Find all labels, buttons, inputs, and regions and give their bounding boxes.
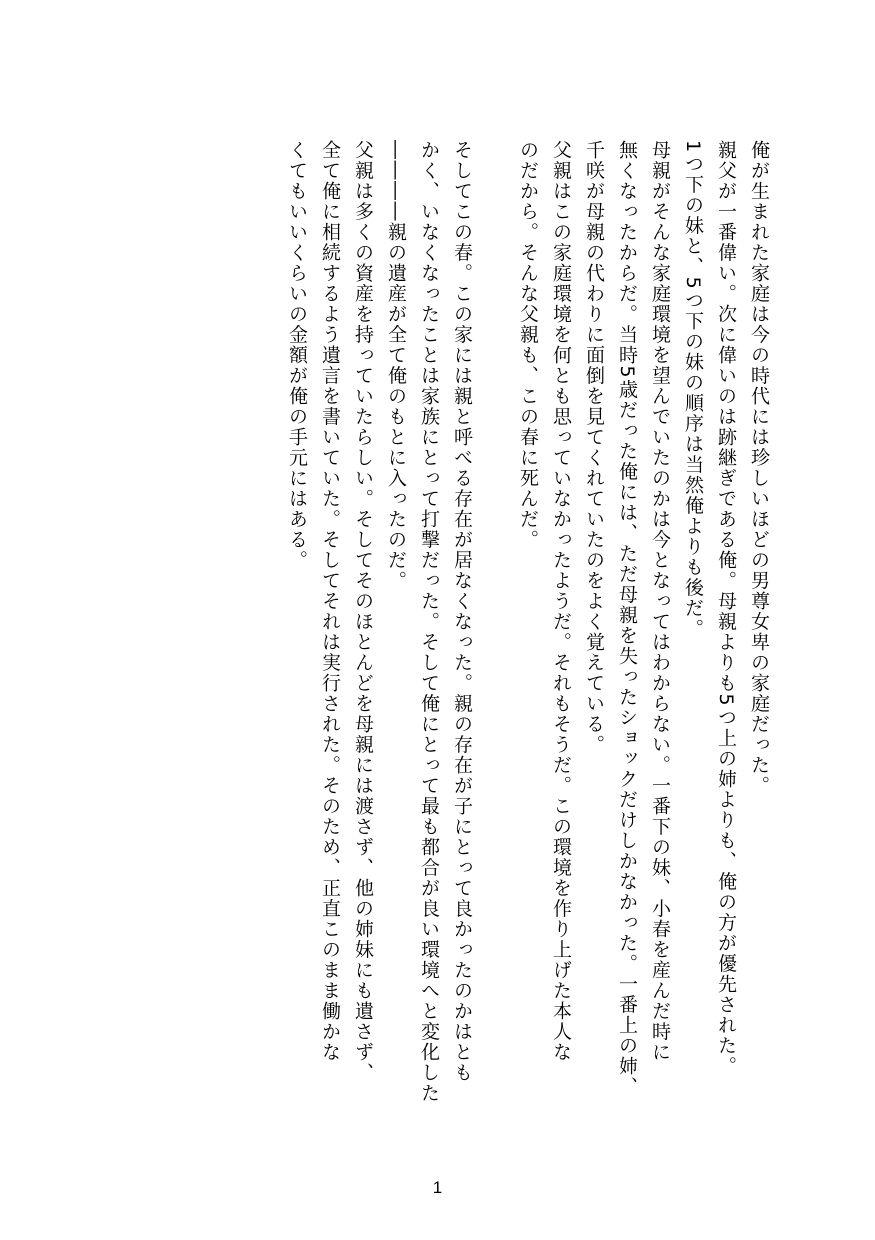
text-line: 無くなったからだ。当時5歳だった俺には、ただ母親を失ったショックだけしかなかった。一番上の姉、	[616, 140, 638, 1097]
text-line: 俺が生まれた家庭は今の時代には珍しいほどの男尊女卑の家庭だった。	[748, 140, 770, 796]
text-line: 母親がそんな家庭環境を望んでいたのかは今となってはわからない。一番下の妹、小春を産んだ時に	[649, 140, 671, 1063]
body-text	[280, 140, 775, 1140]
paragraph-break	[478, 140, 511, 1140]
text-line: くてもいいくらいの金額が俺の手元にはある。	[286, 140, 308, 571]
page-number: 1	[432, 1178, 443, 1197]
text-line: 親父が一番偉い。次に偉いのは跡継ぎである俺。母親よりも5つ上の姉よりも、俺の方が優先された。	[715, 140, 737, 1077]
text-line: 千咲が母親の代わりに面倒を見てくれていたのをよく覚えている。	[583, 140, 605, 755]
text-line: 全て俺に相続するよう遺言を書いていた。そしてそれは実行された。そのため、正直このまま働かな	[319, 140, 341, 1063]
text-line: 父親は多くの資産を持っていたらしい。そしてそのほとんどを母親には渡さず、他の姉妹にも遺さず、	[352, 140, 374, 1083]
text-line: 父親はこの家庭環境を何とも思っていなかったようだ。それもそうだ。この環境を作り上げた本人な	[550, 140, 572, 1063]
text-line: そしてこの春。この家には親と呼べる存在が居なくなった。親の存在が子にとって良かったのかはとも	[451, 140, 473, 1083]
text-line: かく、いなくなったことは家族にとって打撃だった。そして俺にとって最も都合が良い環境へと変化した	[418, 140, 440, 1104]
text-line: 1つ下の妹と、5つ下の妹の順序は当然俺よりも後だ。	[682, 140, 704, 639]
text-line: ――――親の遺産が全て俺のもとに入ったのだ。	[385, 140, 407, 591]
text-line: のだから。そんな父親も、この春に死んだ。	[517, 140, 539, 550]
